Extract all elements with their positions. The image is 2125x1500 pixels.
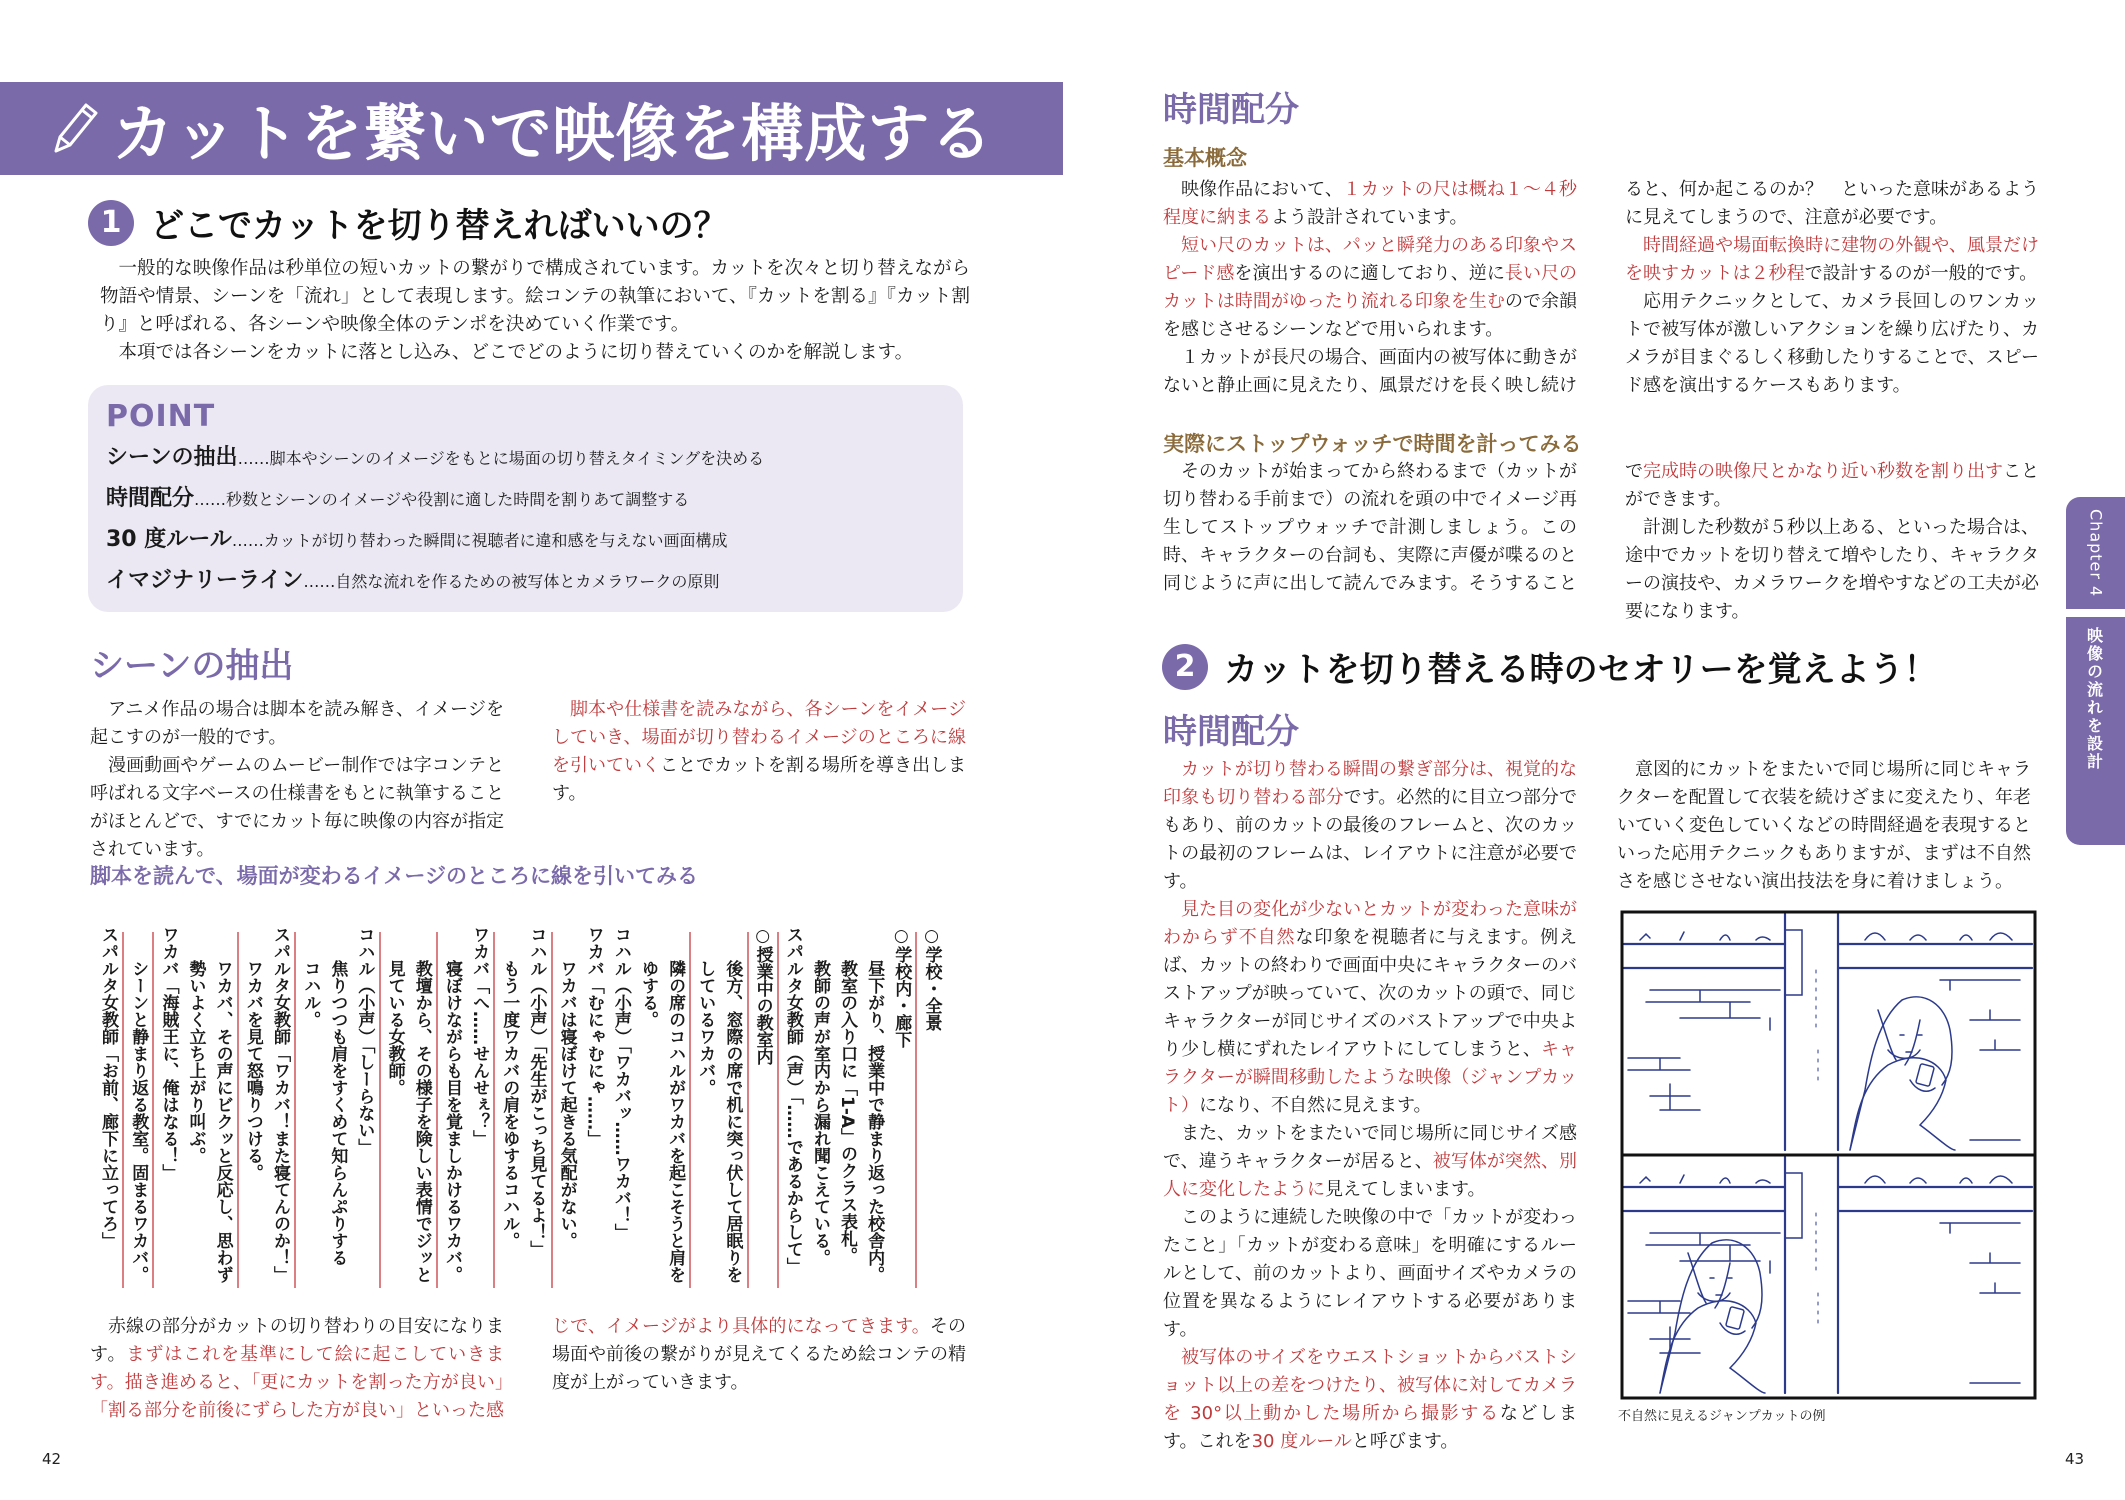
body-text: その場面や前後の繋がりが見えてくるため絵コンテの精度が上がっていきます。 bbox=[552, 1316, 966, 1393]
cut-marker-line bbox=[294, 932, 296, 1288]
basic-concept-text bbox=[1163, 176, 2039, 400]
paragraph bbox=[90, 696, 504, 752]
chapter-number: Chapter 4 bbox=[2086, 509, 2106, 598]
intro-text bbox=[100, 255, 970, 367]
paragraph bbox=[90, 1313, 966, 1425]
body-text: 意図的にカットをまたいで同じ場所に同じキャラクターを配置して衣装を続けざまに変えたり、年老いていく変色していくなどの時間経過を表現するといった応用テクニックもありますが、まずは不自然さを感じさせない演出技法を身に着けましょう。 bbox=[1617, 759, 2031, 892]
body-text: ので余韻を感じさせるシーンなどで用いられます。 bbox=[1163, 291, 1578, 340]
point-term: シーンの抽出 bbox=[106, 445, 238, 470]
scene-extraction-text bbox=[90, 696, 966, 864]
body-text: 一般的な映像作品は秒単位の短いカットの繋がりで構成されています。カットを次々と切り替えながら物語や情景、シーンを「流れ」として表現します。絵コンテの執筆において、『カットを割る』『カット割り』と呼ばれる、各シーンや映像全体のテンポを決めていく作業です。 bbox=[100, 258, 970, 335]
script-line: 教室の入り口に「1-A」のクラス表札。 bbox=[837, 926, 858, 1265]
body-text: また、カットをまたいで同じ場所に同じサイズ感で、違うキャラクターが居ると、 bbox=[1163, 1123, 1577, 1172]
emphasis-text: 30 度ルール bbox=[1251, 1431, 1352, 1452]
body-text: を演出するのに適しており、逆に bbox=[1234, 263, 1505, 284]
script-line: 寝ぼけながらも目を覚ましかけるワカバ。 bbox=[441, 926, 462, 1283]
cut-marker-line bbox=[152, 932, 154, 1288]
cut-marker-line bbox=[689, 932, 691, 1288]
body-text: ことができます。 bbox=[1625, 461, 2039, 510]
script-line: ワカバ「へ……せんせぇ？」 bbox=[469, 926, 490, 1147]
cut-marker-line bbox=[747, 932, 749, 1288]
cut-marker-line bbox=[379, 932, 381, 1288]
script-line: スパルタ女教師（声）「……であるからして」 bbox=[782, 926, 803, 1275]
pencil-icon bbox=[44, 99, 104, 159]
script-line: ○学校内・廊下 bbox=[891, 926, 912, 1048]
script-line: ワカバ「むにゃむにゃ……」 bbox=[583, 926, 604, 1147]
cut-marker-line bbox=[436, 932, 438, 1288]
emphasis-text: カットが切り替わる瞬間の繋ぎ部分は、視覚的な印象も切り替わる部分 bbox=[1163, 759, 1577, 808]
script-line: 後方、窓際の席で机に突っ伏して居眠りを bbox=[722, 926, 743, 1283]
cut-marker-line bbox=[777, 932, 779, 1288]
script-line: しているワカバ。 bbox=[695, 926, 716, 1096]
point-term: イマジナリーライン bbox=[106, 568, 304, 593]
point-description: ……脚本やシーンのイメージをもとに場面の切り替えタイミングを決める bbox=[237, 449, 765, 468]
paragraph bbox=[1617, 756, 2031, 896]
section-2-title: カットを切り替える時のセオリーを覚えよう！ bbox=[1224, 650, 1938, 690]
point-title: POINT bbox=[106, 399, 216, 434]
script-line: シーンと静まり返る教室。固まるワカバ。 bbox=[128, 926, 149, 1283]
point-item bbox=[106, 440, 945, 481]
body-text: 漫画動画やゲームのムービー制作では字コンテと呼ばれる文字ベースの仕様書をもとに執筆することがほとんどで、すでにカット毎に映像の内容が指定されています。 bbox=[90, 755, 504, 860]
body-text: 応用テクニックとして、カメラ長回しのワンカットで被写体が激しいアクションを繰り広げたり、カメラが目まぐるしく移動したりすることで、スピード感を演出するケースもあります。 bbox=[1625, 291, 2039, 396]
emphasis-text: キャラクターが瞬間移動したような映像（ジャンプカット） bbox=[1163, 1039, 1578, 1116]
body-text: になり、不自然に見えます。 bbox=[1199, 1095, 1432, 1116]
emphasis-text: まずはこれを基準にして絵に起こしていきます。描き進めると、「更にカットを割った方が良い」「割る部分を前後にずらした方が良い」といった感じで、イメージがより具体的になってきます。 bbox=[90, 1316, 930, 1421]
point-item bbox=[106, 522, 945, 563]
script-line: スパルタ女教師「ワカバ！また寝てんのか！」 bbox=[269, 926, 290, 1283]
body-text: よう設計されています。 bbox=[1271, 207, 1468, 228]
paragraph bbox=[1625, 232, 2039, 288]
body-text: このように連続した映像の中で「カットが変わったこと」「カットが変わる意味」を明確にするルールとして、前のカットより、画面サイズやカメラの位置を異なるようにレイアウトする必要があります。 bbox=[1163, 1207, 1577, 1340]
script-excerpt bbox=[95, 926, 945, 1288]
script-line: スパルタ女教師「お前、廊下に立ってろ」 bbox=[98, 926, 118, 1249]
emphasis-text: 被写体のサイズをウエストショットからバストショット以上の差をつけたり、被写体に対してカメラを 30°以上動かした場所から撮影する bbox=[1163, 1347, 1577, 1424]
point-description: ……カットが切り替わった瞬間に視聴者に違和感を与えない画面構成 bbox=[231, 531, 728, 550]
emphasis-text: 短い尺のカットは、パッと瞬発力のある印象やスピード感 bbox=[1163, 235, 1577, 284]
paragraph bbox=[1163, 232, 1577, 344]
paragraph bbox=[552, 696, 966, 808]
cut-theory-text bbox=[1163, 756, 1577, 1456]
body-text: 見えてしまいます。 bbox=[1325, 1179, 1486, 1200]
script-line: コハル（小声）「ワカバッ……ワカバ！」 bbox=[610, 926, 631, 1241]
script-line: コハル（小声）「しーらない」 bbox=[354, 926, 375, 1156]
body-text: な印象を視聴者に与えます。例えば、カットの終わりで画面中央にキャラクターのバストアップが映っていて、次のカットの頭で、同じキャラクターが同じサイズのバストアップで中央より少し横にずれたレイアウトにしてしまうと、 bbox=[1163, 927, 1578, 1060]
page-number-right: 43 bbox=[2065, 1450, 2085, 1468]
page-number-left: 42 bbox=[42, 1450, 62, 1468]
chapter-title-tab[interactable] bbox=[2066, 617, 2125, 845]
page-title: カットを繋いで映像を構成する bbox=[112, 97, 994, 170]
point-item bbox=[106, 481, 945, 522]
script-line: もう一度ワカバの肩をゆするコハル。 bbox=[499, 926, 520, 1249]
body-text: 赤線の部分がカットの切り替わりの目安になります。 bbox=[90, 1316, 504, 1365]
script-line: 教壇から、その様子を険しい表情でジッと bbox=[411, 926, 432, 1283]
script-line: ワカバは寝ぼけて起きる気配がない。 bbox=[556, 926, 577, 1249]
emphasis-text: 脚本や仕様書を読みながら、各シーンをイメージしていき、場面が切り替わるイメージのところに線を引いていく bbox=[552, 699, 966, 776]
paragraph bbox=[1625, 514, 2039, 626]
emphasis-text: １カットの尺は概ね１～４秒程度に納まる bbox=[1163, 179, 1577, 228]
paragraph bbox=[1163, 756, 1577, 896]
section-number-badge: 2 bbox=[1162, 644, 1208, 690]
script-line: ○授業中の教室内 bbox=[752, 926, 773, 1065]
title-banner bbox=[0, 82, 1063, 175]
paragraph bbox=[1163, 176, 1577, 232]
body-text: ことでカットを割る場所を導き出します。 bbox=[552, 755, 966, 804]
script-line: ワカバ「海賊王に、俺はなる！」 bbox=[158, 926, 179, 1181]
body-text: 計測した秒数が５秒以上ある、といった場合は、途中でカットを切り替えて増やしたり、キャラクターの演技や、カメラワークを増やすなどの工夫が必要になります。 bbox=[1625, 517, 2039, 622]
point-description: ……秒数とシーンのイメージや役割に適した時間を割りあて調整する bbox=[194, 490, 690, 509]
script-subheading: 脚本を読んで、場面が変わるイメージのところに線を引いてみる bbox=[90, 864, 698, 888]
cut-theory-side-text bbox=[1617, 756, 2031, 896]
stopwatch-heading: 実際にストップウォッチで時間を計ってみる bbox=[1163, 432, 1582, 456]
cut-marker-line bbox=[551, 932, 553, 1288]
emphasis-text: 長い尺のカットは時間がゆったり流れる印象を生む bbox=[1163, 263, 1578, 312]
figure-caption: 不自然に見えるジャンプカットの例 bbox=[1618, 1409, 1826, 1424]
paragraph bbox=[90, 752, 504, 864]
script-line: 教師の声が室内から漏れ聞こえている。 bbox=[809, 926, 830, 1266]
emphasis-text: 完成時の映像尺とかなり近い秒数を割り出す bbox=[1643, 461, 2003, 482]
cut-marker-line bbox=[493, 932, 495, 1288]
body-text: そのカットが始まってから終わるまで（カットが切り替わる手前まで）の流れを頭の中でイメージ再生してストップウォッチで計測しましょう。この時、キャラクターの台詞も、実際に声優が喋るのと同じように声に出して読んでみます。そうすることで bbox=[1163, 461, 1643, 594]
body-text: です。必然的に目立つ部分でもあり、前のカットの最後のフレームと、次のカットの最初のフレームは、レイアウトに注意が必要です。 bbox=[1163, 787, 1577, 892]
paragraph bbox=[1625, 288, 2039, 400]
after-script-text bbox=[90, 1313, 966, 1425]
body-text: と呼びます。 bbox=[1351, 1431, 1459, 1452]
paragraph bbox=[100, 339, 970, 367]
jump-cut-example-illustration bbox=[1620, 910, 2037, 1400]
cut-marker-line bbox=[237, 932, 239, 1288]
storyboard-frame-1 bbox=[1622, 912, 2035, 1155]
script-line: コハル（小声）「先生がこっち見てるよ！」 bbox=[526, 926, 547, 1258]
body-text: などします。これを bbox=[1163, 1403, 1577, 1452]
chapter-tab[interactable] bbox=[2066, 497, 2125, 609]
point-term: 時間配分 bbox=[106, 486, 195, 511]
body-text: で設計するのが一般的です。 bbox=[1804, 263, 2038, 284]
script-line: ○学校・全景 bbox=[921, 926, 942, 1031]
script-line: 隣の席のコハルがワカバを起こそうと肩を bbox=[665, 926, 686, 1283]
body-text: アニメ作品の場合は脚本を読み解き、イメージを起こすのが一般的です。 bbox=[90, 699, 504, 748]
time-allocation-heading-2: 時間配分 bbox=[1163, 712, 1299, 752]
body-text: 本項では各シーンをカットに落とし込み、どこでどのように切り替えていくのかを解説します。 bbox=[118, 342, 914, 363]
cut-marker-line bbox=[122, 932, 124, 1288]
script-line: 勢いよく立ち上がり叫ぶ。 bbox=[185, 926, 206, 1164]
script-line: ゆする。 bbox=[637, 926, 658, 1028]
point-description: ……自然な流れを作るための被写体とカメラワークの原則 bbox=[303, 572, 720, 591]
paragraph bbox=[1163, 1120, 1577, 1204]
cut-marker-line bbox=[915, 932, 917, 1288]
script-line: コハル。 bbox=[300, 926, 321, 1028]
time-allocation-heading: 時間配分 bbox=[1163, 90, 1299, 130]
storyboard-frame-2 bbox=[1622, 1155, 2035, 1398]
emphasis-text: 時間経過や場面転換時に建物の外観や、風景だけを映すカットは２秒程 bbox=[1625, 235, 2039, 284]
point-term: 30 度ルール bbox=[106, 527, 232, 552]
emphasis-text: 見た目の変化が少ないとカットが変わった意味がわからず不自然 bbox=[1163, 899, 1577, 948]
section-number-badge: 1 bbox=[88, 200, 134, 246]
section-1-heading bbox=[88, 198, 728, 247]
stopwatch-text bbox=[1163, 458, 2039, 626]
scene-extraction-heading: シーンの抽出 bbox=[90, 646, 294, 686]
script-line: 見ている女教師。 bbox=[384, 926, 405, 1096]
paragraph bbox=[1163, 896, 1577, 1120]
paragraph bbox=[1163, 1344, 1577, 1456]
section-1-title: どこでカットを切り替えればいいの？ bbox=[150, 206, 728, 246]
section-2-heading bbox=[1162, 642, 1938, 691]
script-line: 焦りつつも肩をすくめて知らんぷりする bbox=[327, 926, 348, 1266]
body-text: １カットが長尺の場合、画面内の被写体に動きがないと静止画に見えたり、風景だけを長く映し続けると、何か起こるのか？ といった意味があるように見えてしまうので、注意が必要です。 bbox=[1163, 179, 2039, 396]
paragraph bbox=[1163, 1204, 1577, 1344]
script-line: 昼下がり、授業中で静まり返った校舎内。 bbox=[864, 926, 885, 1283]
body-text: 映像作品において、 bbox=[1181, 179, 1343, 200]
chapter-title: 映像の流れを設計 bbox=[2084, 627, 2104, 771]
script-line: ワカバを見て怒鳴りつける。 bbox=[242, 926, 263, 1181]
point-item bbox=[106, 563, 945, 604]
emphasis-text: 被写体が突然、別人に変化したように bbox=[1163, 1151, 1578, 1200]
paragraph bbox=[100, 255, 970, 339]
basic-concept-heading: 基本概念 bbox=[1163, 146, 1247, 170]
point-box bbox=[88, 385, 963, 612]
script-line: ワカバ、その声にビクッと反応し、思わず bbox=[212, 926, 233, 1283]
